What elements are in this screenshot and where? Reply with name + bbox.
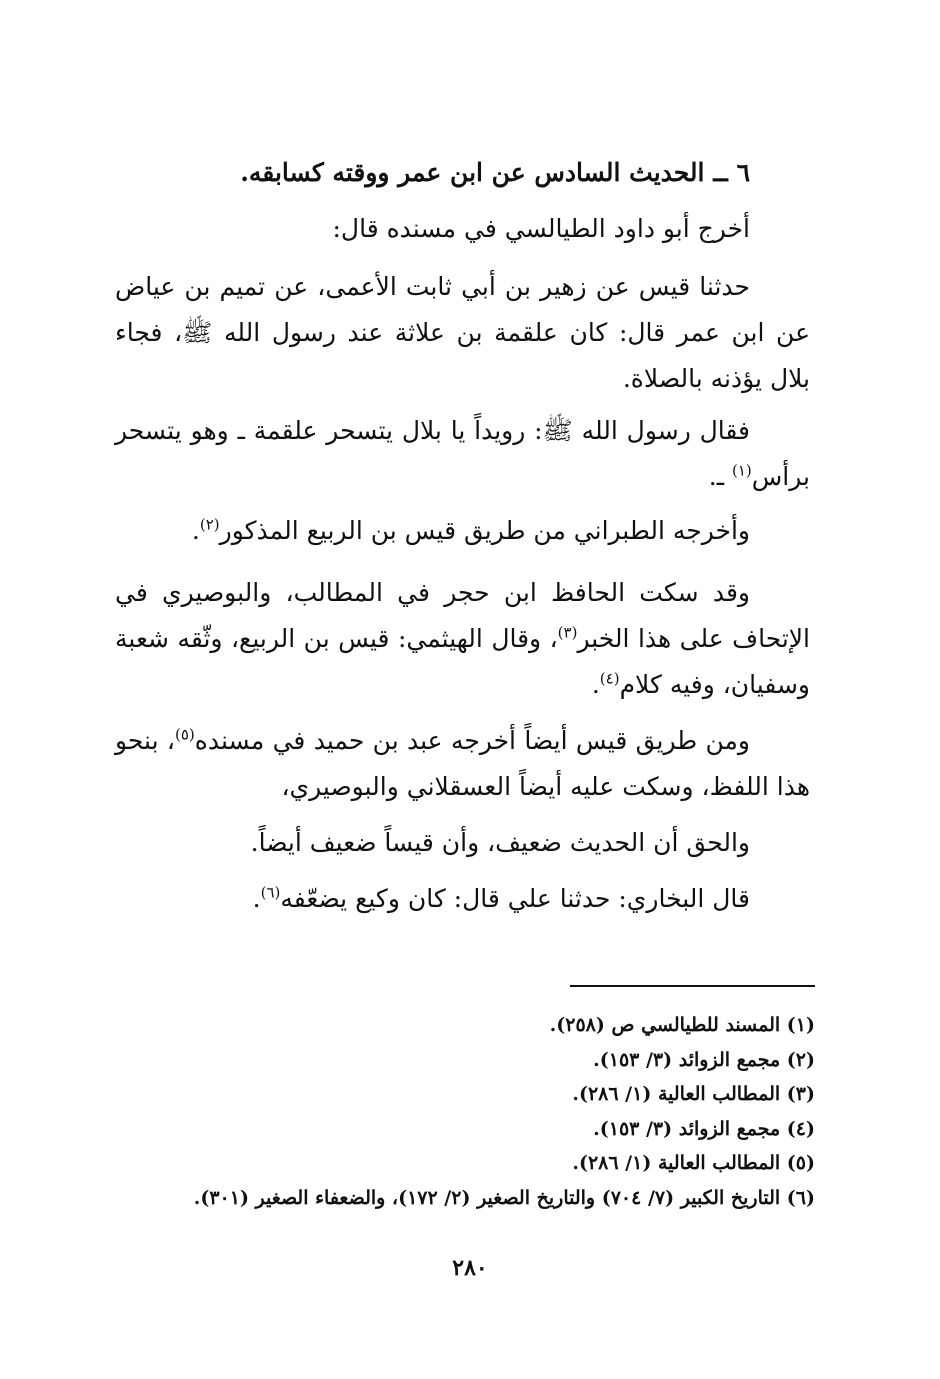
paragraph-5-text-b: ، وقال الهيثمي: قيس بن الربيع، وثّقه شعبة وسفيان، وفيه كلام [115,624,810,699]
footnote-4: (٤) مجمع الزوائد (٣/ ١٥٣). [593,1117,815,1140]
footnote-3: (٣) المطالب العالية (١/ ٢٨٦). [572,1083,815,1105]
paragraph-6-text-a: ومن طريق قيس أيضاً أخرجه عبد بن حميد في مسنده [194,726,750,755]
page-number: ٢٨٠ [452,1255,488,1281]
footnote-ref-5: (٥) [174,725,195,744]
paragraph-3-text: فقال رسول الله ﷺ: رويداً يا بلال يتسحر علقمة ـ وهو يتسحر برأس [115,416,810,491]
paragraph-6 [115,718,810,810]
paragraph-4-text: وأخرجه الطبراني من طريق قيس بن الربيع المذكور [219,516,750,545]
paragraph-3-end: ـ. [708,462,732,491]
section-heading: ٦ ــ الحديث السادس عن ابن عمر ووقته كسابقه. [240,158,750,187]
paragraph-5-end: . [591,670,600,699]
paragraph-7: والحق أن الحديث ضعيف، وأن قيساً ضعيف أيضاً. [250,828,750,857]
paragraph-8 [115,876,810,922]
paragraph-4-end: . [191,516,200,545]
footnote-ref-2: (٢) [199,515,220,534]
footnote-1: (١) المسند للطيالسي ص (٢٥٨). [549,1014,815,1036]
paragraph-6-text-b: ، بنحو هذا اللفظ، وسكت عليه أيضاً العسقلاني والبوصيري، [115,726,810,801]
paragraph-3 [115,408,810,500]
footnote-5: (٥) المطالب العالية (١/ ٢٨٦). [572,1152,815,1174]
paragraph-1: أخرج أبو داود الطيالسي في مسنده قال: [332,214,750,243]
paragraph-8-text: قال البخاري: حدثنا علي قال: كان وكيع يضعّفه [280,884,750,913]
footnote-separator [570,985,815,987]
footnote-ref-4: (٤) [599,669,620,688]
footnote-6: (٦) التاريخ الكبير (٧/ ٧٠٤) والتاريخ الصغير (٢/ ١٧٢)، والضعفاء الصغير (٣٠١). [193,1186,815,1209]
footnote-2: (٢) مجمع الزوائد (٣/ ١٥٣). [593,1048,815,1071]
footnote-ref-6: (٦) [260,883,281,902]
paragraph-8-end: . [252,884,261,913]
footnotes-list [115,1008,815,1215]
footnote-ref-1: (١) [732,461,752,480]
paragraph-2: حدثنا قيس عن زهير بن أبي ثابت الأعمى، عن تميم بن عياض عن ابن عمر قال: كان علقمة بن علاثة عند رسول الله ﷺ، فجاء بلال يؤذنه بالصلاة. [115,272,810,393]
paragraph-5-text-a: وقد سكت الحافظ ابن حجر في المطالب، والبوصيري في الإتحاف على هذا الخبر [115,578,810,653]
paragraph-5 [115,570,810,708]
footnote-ref-3: (٣) [557,623,578,642]
paragraph-4 [115,508,810,554]
